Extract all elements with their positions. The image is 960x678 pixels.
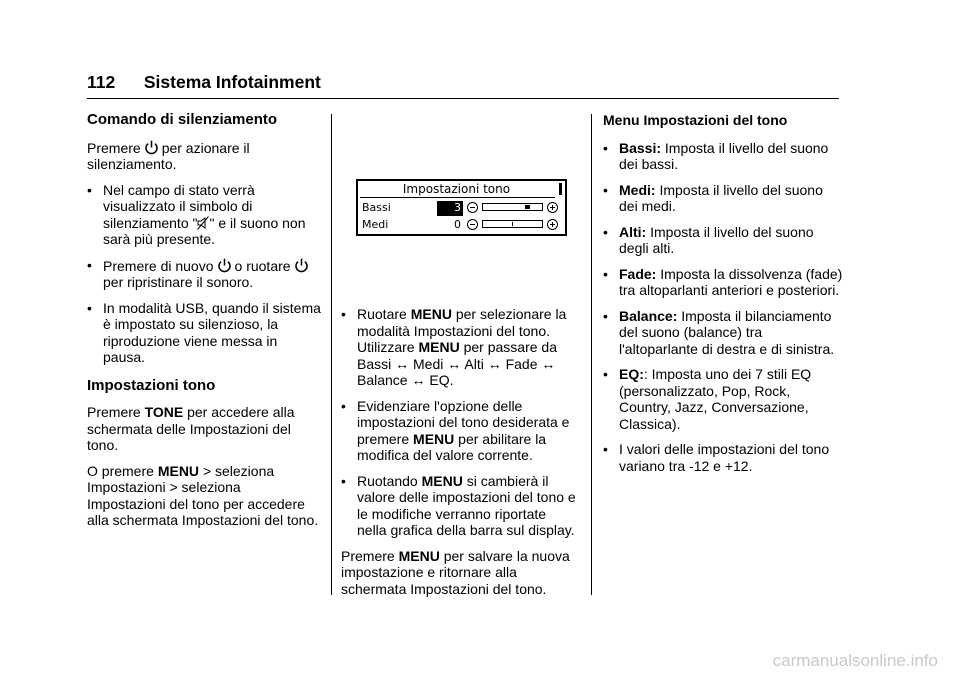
list-item: • I valori delle impostazioni del tono variano tra -12 e +12. xyxy=(603,441,830,474)
level-marker xyxy=(512,222,513,226)
power-icon xyxy=(143,139,160,156)
paragraph: O premere MENU > seleziona Impostazioni > seleziona Impostazioni del tono per accedere alla schermata Impostazioni del tono. xyxy=(87,462,319,528)
minus-icon xyxy=(467,202,478,213)
tone-row-bassi xyxy=(360,201,559,216)
plus-icon xyxy=(547,219,558,230)
bullet-dot: • xyxy=(603,366,608,382)
display-separator xyxy=(360,197,555,198)
column-divider-right xyxy=(591,114,592,595)
heading-mute: Comando di silenziamento xyxy=(87,111,278,128)
bullet-dot: • xyxy=(603,139,608,156)
tone-row-label: Bassi xyxy=(362,201,391,214)
display-scrollbar xyxy=(559,183,562,195)
bullet-dot: • xyxy=(341,397,346,414)
list-item: • Alti: Imposta il livello del suono degli alti. xyxy=(603,223,814,256)
list-item: • Nel campo di stato verrà visualizzato il simbolo di silenziamento " " e il suono non sarà più presente. xyxy=(87,181,306,247)
power-icon xyxy=(216,257,233,274)
bullet-dot: • xyxy=(87,299,92,316)
list-item: • Evidenziare l'opzione delle impostazioni del tono desiderata e premere MENU per abilitare la modifica del valore corrente. xyxy=(341,397,570,463)
list-item: • Balance: Imposta il bilanciamento del suono (balance) tra l'altoparlante di destra e di sinistra. xyxy=(603,307,835,357)
bullet-dot: • xyxy=(603,181,608,198)
bullet-dot: • xyxy=(341,472,346,489)
list-item: • In modalità USB, quando il sistema è impostato su silenzioso, la riproduzione viene messa in pausa. xyxy=(87,299,321,365)
bullet-dot: • xyxy=(87,181,92,198)
section-title: Sistema Infotainment xyxy=(143,72,321,92)
mute-speaker-icon xyxy=(197,216,209,230)
bullet-dot: • xyxy=(341,306,346,322)
tone-row-medi xyxy=(360,218,559,233)
list-item: • EQ:: Imposta uno dei 7 stili EQ (personalizzato, Pop, Rock, Country, Jazz, Conversazione, Classica). xyxy=(603,366,812,432)
tone-row-value: 0 xyxy=(454,218,461,231)
list-item: • Ruotare MENU per selezionare la modalità Impostazioni del tono. Utilizzare MENU per passare da Bassi ↔ Medi ↔ Alti ↔ Fade ↔ Balance ↔ EQ. xyxy=(341,306,567,388)
list-item: • Premere di nuovo o ruotareper ripristinare il sonoro. xyxy=(87,257,322,291)
tone-row-label: Medi xyxy=(362,218,389,231)
bullet-dot: • xyxy=(603,441,608,457)
list-item: • Bassi: Imposta il livello del suono dei bassi. xyxy=(603,139,829,172)
menu-heading: Menu Impostazioni del tono xyxy=(603,112,788,128)
watermark: carmanualsonline.info xyxy=(772,651,938,670)
bullet-dot: • xyxy=(87,256,92,273)
power-icon xyxy=(293,257,310,274)
heading-tone: Impostazioni tono xyxy=(87,376,216,394)
header-rule xyxy=(87,98,839,99)
column-3 xyxy=(603,112,843,483)
column-2 xyxy=(341,306,577,606)
bullet-dot: • xyxy=(603,265,608,282)
bullet-dot: • xyxy=(603,307,608,324)
level-bar xyxy=(482,220,543,228)
list-item: • Ruotando MENU si cambierà il valore delle impostazioni del tono e le modifiche verranno riportate nella grafica della barra sul display. xyxy=(341,472,576,538)
level-knob xyxy=(525,205,530,209)
page-header xyxy=(87,72,321,93)
plus-icon xyxy=(547,202,558,213)
column-divider-left xyxy=(331,114,332,595)
column-1 xyxy=(87,112,322,538)
minus-icon xyxy=(467,219,478,230)
bullet-dot: • xyxy=(603,223,608,240)
page-number: 112 xyxy=(87,72,116,92)
display-title: Impostazioni tono xyxy=(402,182,511,196)
level-bar xyxy=(482,203,543,211)
list-item: • Fade: Imposta la dissolvenza (fade) tra altoparlanti anteriori e posteriori. xyxy=(603,265,843,298)
list-item: • Medi: Imposta il livello del suono dei medi. xyxy=(603,181,823,214)
mute-intro: Premere per azionare il silenziamento. xyxy=(87,139,250,172)
tone-settings-display xyxy=(356,179,567,236)
paragraph: Premere TONE per accedere alla schermata delle Impostazioni del tono. xyxy=(87,404,295,453)
tone-row-value: 3 xyxy=(437,201,463,216)
paragraph: Premere MENU per salvare la nuova impostazione e ritornare alla schermata Impostazioni del tono. xyxy=(341,547,570,597)
